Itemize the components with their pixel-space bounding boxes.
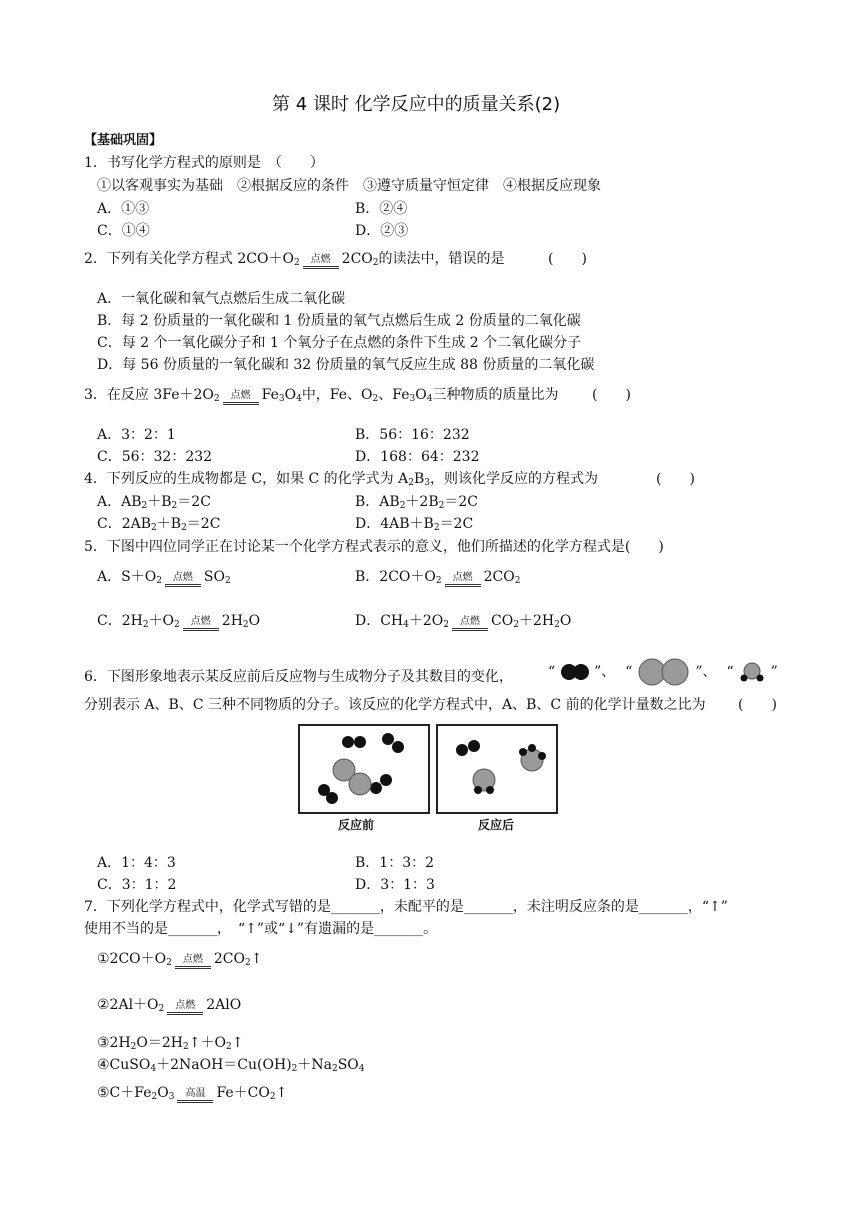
q1-facts: ①以客观事实为基础 ②根据反应的条件 ③遵守质量守恒定律 ④根据反应现象 <box>97 178 601 194</box>
q5-option-b: B．$2CO+O_2$ 点燃 $2CO_2$ <box>355 569 521 586</box>
q4-answer-paren: ( ) <box>656 471 695 487</box>
q6-option-a: A．1：4：3 <box>97 855 176 871</box>
q5-stem: 5．下图中四位同学正在讨论某一个化学方程式表示的意义，他们所描述的化学方程式是( ) <box>84 539 664 555</box>
q6-option-d: D．3：1：3 <box>355 877 435 893</box>
q1-option-a: A．①③ <box>97 201 150 217</box>
q4-stem: 4．下列反应的生成物都是 C，如果 C 的化学式为 $A_2B_3$，则该化学反应的方程式为 <box>84 471 599 488</box>
q3-option-d: D．168：64：232 <box>355 449 480 465</box>
reaction-condition: 点燃 <box>223 386 259 404</box>
q5-option-c: C．$2H_2+O_2$ 点燃 $2H_2O$ <box>97 613 261 630</box>
figure-after-label: 反应后 <box>478 818 515 832</box>
page-title: 第 4 课时 化学反应中的质量关系(2) <box>272 94 561 115</box>
q7-equation-4: $④CuSO_4+2NaOH=Cu(OH)_2+Na_2SO_4$ <box>97 1057 365 1074</box>
q2-answer-paren: ( ) <box>548 251 587 267</box>
q7-equation-1: $①2CO+O_2$ 点燃 $2CO_2↑$ <box>97 951 263 968</box>
q5-option-d: D．$CH_4+2O_2$ 点燃 $CO_2+2H_2O$ <box>355 613 572 630</box>
section-heading: 【基础巩固】 <box>84 133 163 148</box>
q4-option-d: D．$4AB+B_2=2C$ <box>355 516 474 533</box>
q2-option-a: A．一氧化碳和氧气点燃后生成二氧化碳 <box>97 291 346 307</box>
figure-before-box <box>298 724 430 814</box>
molecule-a-icon <box>560 661 590 683</box>
q6-line1: 6．下图形象地表示某反应前后反应物与生成物分子及其数目的变化， <box>84 669 513 685</box>
q7-equation-3: $③2H_2O=2H_2↑+O_2↑$ <box>97 1035 244 1052</box>
q4-option-a: A．$AB_2+B_2=2C$ <box>97 494 211 511</box>
molecule-legend: “ ”、 “ ”、 “ ” <box>548 658 778 684</box>
q7-equation-2: $②2Al+O_2$ 点燃 2AlO <box>97 997 242 1014</box>
q6-option-b: B．1：3：2 <box>355 855 435 871</box>
q6-option-c: C．3：1：2 <box>97 877 177 893</box>
q3-answer-paren: ( ) <box>592 387 631 403</box>
reactants-diagram <box>300 726 428 812</box>
figure-before-label: 反应前 <box>338 818 375 832</box>
molecule-c-icon <box>738 660 766 684</box>
reaction-condition: 点燃 <box>303 250 339 268</box>
q2-option-c: C．每 2 个一氧化碳分子和 1 个氧分子在点燃的条件下生成 2 个二氧化碳分子 <box>97 335 582 351</box>
q2-stem: 2．下列有关化学方程式 $2CO+O_2$ 点燃 $2CO_2$的读法中，错误的是 <box>84 251 505 268</box>
q2-option-b: B．每 2 份质量的一氧化碳和 1 份质量的氧气点燃后生成 2 份质量的二氧化碳 <box>97 313 581 329</box>
figure-after-box <box>436 724 558 814</box>
q4-option-c: C．$2AB_2+B_2=2C$ <box>97 516 221 533</box>
q5-option-a: A．$S+O_2$ 点燃 $SO_2$ <box>97 569 231 586</box>
q7-equation-5: $⑤C+Fe_2O_3$ 高温 $Fe+CO_2↑$ <box>97 1085 288 1102</box>
q2-option-d: D．每 56 份质量的一氧化碳和 32 份质量的氧气反应生成 88 份质量的二氧化碳 <box>97 357 595 373</box>
q1-option-d: D．②③ <box>355 223 409 239</box>
products-diagram <box>438 726 556 812</box>
q1-option-b: B．②④ <box>355 201 408 217</box>
q3-stem: 3．在反应 $3Fe+2O_2$ 点燃 $Fe_3O_4$中，Fe、$O_2$、$Fe_3O_4$三种物质的质量比为 <box>84 387 559 404</box>
q6-line2: 分别表示 A、B、C 三种不同物质的分子。该反应的化学方程式中，A、B、C 前的化学计量数之比为 <box>84 697 706 713</box>
q7-line1: 7．下列化学方程式中，化学式写错的是_______，未配平的是_______，未注明反应条的是_______，“↑” <box>84 899 728 915</box>
q4-option-b: B．$AB_2+2B_2=2C$ <box>355 494 478 511</box>
q1-option-c: C．①④ <box>97 223 150 239</box>
q7-line2: 使用不当的是_______， “↑”或“↓”有遗漏的是_______。 <box>84 921 438 937</box>
q3-option-c: C．56：32：232 <box>97 449 213 465</box>
q6-answer-paren: ( ) <box>738 697 777 713</box>
molecule-b-icon <box>637 658 691 686</box>
q3-option-b: B．56：16：232 <box>355 427 470 443</box>
q1-stem: 1．书写化学方程式的原则是 （ ） <box>84 155 324 171</box>
q3-option-a: A．3：2：1 <box>97 427 176 443</box>
